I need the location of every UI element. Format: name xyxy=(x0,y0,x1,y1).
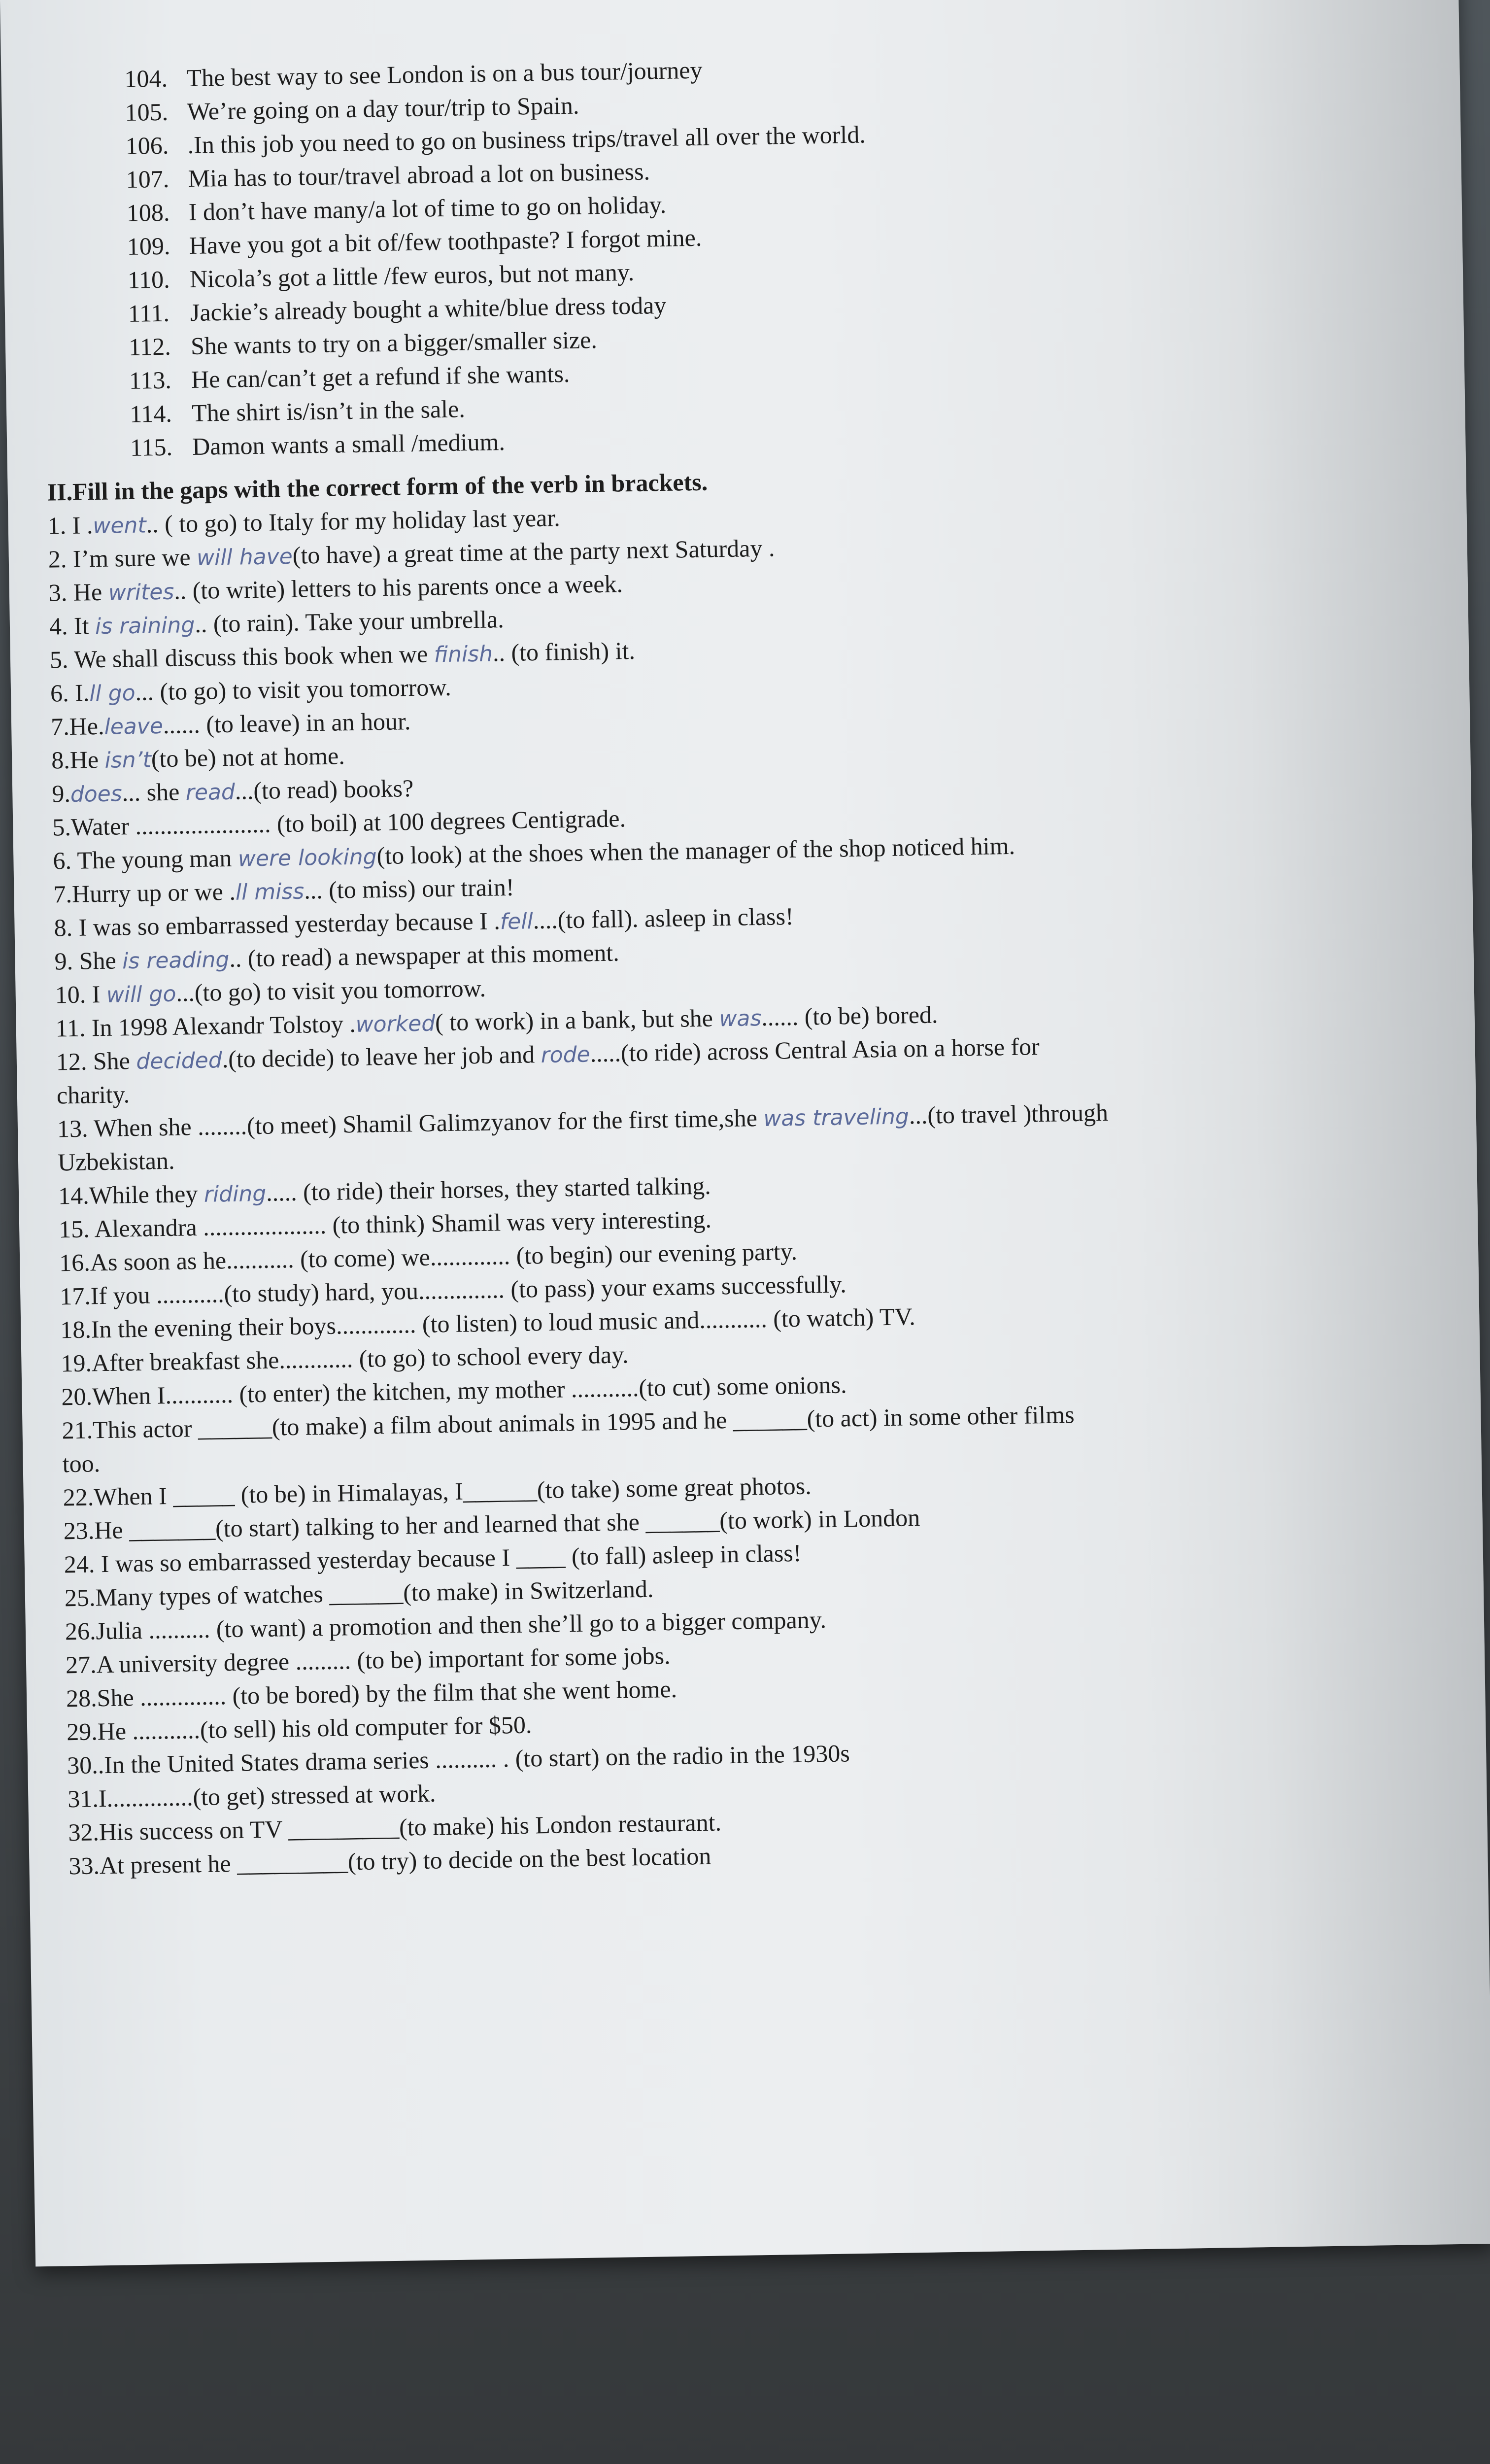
item-text: 15. Alexandra xyxy=(58,1213,203,1243)
item-text: ... (to go) to visit you tomorrow. xyxy=(135,673,452,706)
item-text: 6. The young man xyxy=(53,844,238,875)
item-text: (to be) not at home. xyxy=(151,742,345,773)
item-text: 19.After breakfast she............ (to go) to school every day. xyxy=(61,1340,629,1377)
item-text: .(to decide) to leave her job and xyxy=(222,1040,541,1073)
handwritten-answer: isn’t xyxy=(104,747,152,773)
exercise-2-heading: II.Fill in the gaps with the correct form of the verb in brackets. xyxy=(47,468,708,506)
item-text: 16.As soon as he........... (to come) we............. (to begin) our evening party. xyxy=(59,1237,798,1277)
item-text: Mia has to tour/travel abroad a lot on business. xyxy=(188,157,650,193)
item-text: .. (to read) a newspaper at this moment. xyxy=(229,938,620,972)
item-text: The shirt is/isn’t in the sale. xyxy=(191,395,466,427)
item-text: ...(to read) books? xyxy=(235,774,414,805)
item-text: .................... (to think) Shamil was very interesting. xyxy=(203,1205,712,1241)
handwritten-answer: is raining xyxy=(95,612,195,640)
item-text: 21.This actor ______(to make) a film about animals in 1995 and he ______(to act) in some other films xyxy=(62,1401,1075,1444)
item-text: 17.If you ...........(to study) hard, you.............. (to pass) your exams successfully. xyxy=(59,1270,847,1310)
item-text: 8.He xyxy=(51,745,105,774)
item-text: 30..In the United States drama series .......... . (to start) on the radio in the 1930s xyxy=(67,1739,850,1780)
handwritten-answer: fell xyxy=(500,909,534,935)
item-number: 110. xyxy=(127,265,170,294)
item-text: 5. We shall discuss this book when we xyxy=(49,640,435,674)
handwritten-answer: leave xyxy=(104,713,164,740)
handwritten-answer: finish xyxy=(434,641,493,668)
item-text: 24. I was so embarrassed yesterday because I ____ (to fall) asleep in class! xyxy=(64,1539,802,1578)
handwritten-answer: was traveling xyxy=(763,1104,910,1131)
item-text: 8. I was so embarrassed yesterday because I . xyxy=(54,907,501,942)
exercise-1-list xyxy=(40,42,1426,466)
item-text: 4. It xyxy=(49,612,96,640)
item-text: 12. She xyxy=(56,1046,136,1076)
item-text: 10. I xyxy=(55,980,107,1009)
item-text: .....(to ride) across Central Asia on a horse for xyxy=(590,1032,1040,1067)
item-text: ...................... (to boil) at 100 degrees Centigrade. xyxy=(135,804,626,840)
item-number: 112. xyxy=(128,332,171,361)
item-text: 29.He ...........(to sell) his old computer for $50. xyxy=(66,1711,532,1746)
item-text: ..... (to ride) their horses, they started talking. xyxy=(266,1171,711,1206)
item-text: ( to work) in a bank, but she xyxy=(435,1004,719,1036)
item-text: She wants to try on a bigger/smaller size. xyxy=(190,326,598,360)
item-text: 5.Water xyxy=(52,812,135,841)
item-text: 9. xyxy=(51,779,71,808)
item-text: ...... (to be) bored. xyxy=(761,1000,938,1031)
item-text: 26.Julia .......... (to want) a promotion and then she’ll go to a bigger company. xyxy=(65,1606,827,1645)
handwritten-answer: riding xyxy=(203,1181,267,1207)
item-text: 13. When she ........(to meet) Shamil Galimzyanov for the first time,she xyxy=(57,1103,764,1143)
item-number: 106. xyxy=(125,131,169,160)
item-number: 108. xyxy=(126,198,170,227)
item-number: 115. xyxy=(130,433,173,461)
handwritten-answer: is reading xyxy=(122,947,230,974)
item-text: 3. He xyxy=(48,578,109,607)
item-text: .In this job you need to go on business trips/travel all over the world. xyxy=(187,120,866,159)
item-text: charity. xyxy=(56,1080,130,1109)
item-text: Damon wants a small /medium. xyxy=(192,428,506,460)
worksheet-content xyxy=(40,42,1453,2182)
item-number: 109. xyxy=(127,232,170,261)
item-number: 107. xyxy=(126,165,169,194)
item-text: 28.She .............. (to be bored) by the film that she went home. xyxy=(66,1675,677,1712)
item-text: (to have) a great time at the party next Saturday . xyxy=(292,534,775,569)
item-text: 2. I’m sure we xyxy=(48,543,197,573)
item-text: ...(to go) to visit you tomorrow. xyxy=(175,974,486,1007)
item-number: 113. xyxy=(129,366,172,394)
item-text: .. (to rain). Take your umbrella. xyxy=(194,605,505,638)
exercise-2-list xyxy=(47,487,1448,1883)
handwritten-answer: read xyxy=(185,779,236,806)
handwritten-answer: worked xyxy=(355,1011,436,1037)
item-text: 32.His success on TV _________(to make) his London restaurant. xyxy=(68,1808,722,1847)
item-text: 25.Many types of watches ______(to make) in Switzerland. xyxy=(64,1574,654,1612)
item-number: 104. xyxy=(124,64,168,93)
item-text: .. (to write) letters to his parents once a week. xyxy=(173,570,623,605)
item-text: .. ( to go) to Italy for my holiday last year. xyxy=(146,504,561,538)
item-text: 27.A university degree ......... (to be) important for some jobs. xyxy=(65,1642,671,1679)
item-text: ...(to travel )through xyxy=(909,1098,1109,1129)
item-text: .. (to finish) it. xyxy=(492,636,636,667)
item-number: 105. xyxy=(125,98,169,127)
item-text: 18.In the evening their boys............. (to listen) to loud music and........... (to watch) TV. xyxy=(60,1302,916,1344)
item-text: too. xyxy=(62,1449,101,1478)
item-text: He can/can’t get a refund if she wants. xyxy=(191,359,570,393)
item-text: ... (to miss) our train! xyxy=(304,873,514,904)
item-text: The best way to see London is on a bus tour/journey xyxy=(186,56,703,92)
item-text: 33.At present he _________(to try) to decide on the best location xyxy=(68,1842,711,1880)
item-text: Nicola’s got a little /few euros, but not many. xyxy=(189,258,635,293)
handwritten-answer: does xyxy=(70,781,123,807)
item-text: 6. I. xyxy=(50,679,90,707)
item-text: ....(to fall). asleep in class! xyxy=(533,902,794,934)
handwritten-answer: went xyxy=(93,513,147,539)
handwritten-answer: ll go xyxy=(89,680,135,707)
item-text: 31.I..............(to get) stressed at work. xyxy=(67,1779,436,1813)
handwritten-answer: will have xyxy=(196,544,293,571)
item-text: 1. I . xyxy=(47,511,93,540)
item-text: 7.Hurry up or we . xyxy=(53,877,236,908)
item-text: 9. She xyxy=(54,946,123,975)
handwritten-answer: ll miss xyxy=(235,879,305,905)
item-text: 20.When I........... (to enter) the kitchen, my mother ...........(to cut) some onions. xyxy=(61,1370,847,1411)
item-text: Jackie’s already bought a white/blue dress today xyxy=(190,291,667,327)
item-number: 111. xyxy=(128,299,170,327)
item-text: 22.When I _____ (to be) in Himalayas, I______(to take) some great photos. xyxy=(63,1472,812,1511)
handwritten-answer: was xyxy=(718,1005,762,1032)
handwritten-answer: were looking xyxy=(237,844,377,872)
item-text: Have you got a bit of/few toothpaste? I forgot mine. xyxy=(189,223,702,260)
handwritten-answer: rode xyxy=(541,1042,590,1068)
item-text: We’re going on a day tour/trip to Spain. xyxy=(187,91,579,126)
handwritten-answer: will go xyxy=(106,981,176,1008)
item-text: Uzbekistan. xyxy=(57,1146,175,1176)
item-text: 11. In 1998 Alexandr Tolstoy . xyxy=(55,1009,356,1042)
handwritten-answer: writes xyxy=(108,579,174,606)
item-text: ...... (to leave) in an hour. xyxy=(163,707,411,739)
item-text: 7.He. xyxy=(50,712,104,741)
handwritten-answer: decided xyxy=(135,1048,223,1074)
item-text: ... she xyxy=(122,778,186,807)
item-text: (to look) at the shoes when the manager of the shop noticed him. xyxy=(376,831,1016,870)
item-number: 114. xyxy=(129,399,172,428)
item-text: 23.He _______(to start) talking to her and learned that she ______(to work) in London xyxy=(63,1504,920,1545)
item-text: 14.While they xyxy=(58,1179,204,1210)
item-text: I don’t have many/a lot of time to go on holiday. xyxy=(188,190,667,226)
